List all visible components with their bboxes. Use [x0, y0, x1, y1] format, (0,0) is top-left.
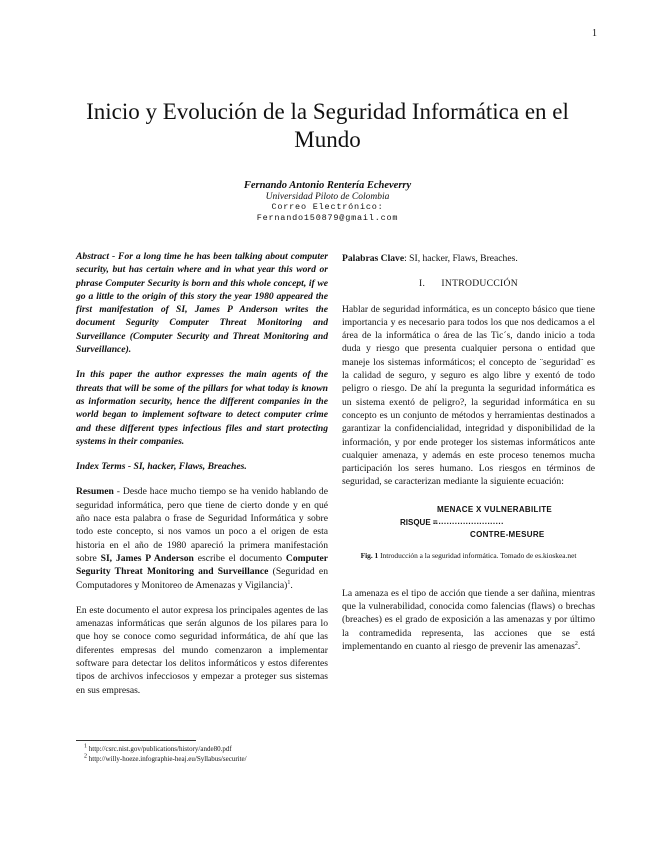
- abstract-text-1: - For a long time he has been talking about computer security, but has certain where and in what year this word or phrase Computer Security is born and this whole concept, if we go a little to the origin of this story the year 1980 appeared the first manifestation of SI, James P Anderson writes the document Segurity Computer Threat Monitoring and Surveillance (Computer Security and Threat Monitoring and Surveillance).: [76, 251, 328, 356]
- footnote-ref-2: 2: [574, 640, 578, 647]
- intro-p2-end: .: [577, 640, 581, 652]
- footnote-ref-1: 1: [287, 579, 291, 586]
- equation-lhs: RISQUE =: [400, 517, 438, 527]
- abstract-paragraph-1: [76, 250, 328, 356]
- left-column: [76, 250, 328, 697]
- section-heading: [342, 277, 595, 290]
- right-column: [342, 252, 595, 653]
- author-email: Fernando150879@gmail.com: [256, 213, 399, 223]
- paper-title: Inicio y Evolución de la Seguridad Informática en el Mundo: [86, 99, 569, 152]
- footnote-2-num: 2: [84, 753, 87, 760]
- page-number: 1: [592, 28, 597, 39]
- left-paragraph-2: En este documento el autor expresa los principales agentes de las amenazas informáticas que serán algunos de los pilares para lo que hoy se conoce como seguridad informática, de ahí que las diferentes empresas del mundo comenzaron a implementar software para detectar los delitos informáticos y estos diferentes tipos de archivos infecciosos y empezar a proteger sus sistemas en sus empresas.: [76, 604, 328, 696]
- resumen-text-2: escribe el documento: [193, 552, 286, 564]
- abstract-paragraph-2: In this paper the author expresses the main agents of the threats that will be some of the pillars for what today is known as information security, hence the different companies in the world began to implement software to detect computer crime and these different types infectious files and start protecting systems in their companies.: [76, 369, 328, 447]
- risk-equation: [342, 503, 595, 543]
- intro-p2-text: La amenaza es el tipo de acción que tiende a ser dañina, mientras que la vulnerabilidad, conocida como falencias (flaws) o brechas (breaches) es el grado de exposición a las amenazas y por último la contramedida representa, las acciones que se está implementando en cuanto al riesgo de prevenir las amenazas: [342, 587, 595, 652]
- resumen-bold-1: SI, James P Anderson: [100, 552, 194, 564]
- resumen-paragraph: [76, 485, 328, 591]
- footnote-2-text: http://willy-hoeze.infographie-heaj.eu/Syllabus/securite/: [88, 754, 247, 763]
- figure-caption: [352, 551, 585, 561]
- resumen-text-3: (Seguridad en Computadores y Monitoreo de Amenazas y Vigilancia): [76, 566, 328, 591]
- footnotes: [84, 745, 247, 764]
- affiliation: Universidad Piloto de Colombia: [265, 192, 390, 202]
- author-name: Fernando Antonio Rentería Echeverry: [243, 180, 412, 191]
- byline: [0, 180, 655, 224]
- equation-denominator: CONTRE-MESURE: [470, 529, 545, 539]
- section-number: I.: [418, 278, 426, 290]
- keywords: [342, 252, 595, 265]
- equation-fraction-bar: ..........................: [433, 516, 504, 526]
- figure-label: Fig. 1: [360, 550, 379, 560]
- intro-paragraph-1: Hablar de seguridad informática, es un concepto básico que tiene importancia y es necesario para todos los que nos dedicamos a el área de la informática o área de las Tic´s, dando inicio a toda duda y riesgo que presenta cualquier persona o entidad que maneje los sistemas informáticos; el concepto de ¨seguridad¨ es la calidad de seguro, y seguro es algo libre y exentó de todo peligro o riesgo. De ahí la pregunta la seguridad informática es un sistema exentó de peligro?, la seguridad informática en su concepto es un conjunto de métodos y herramientas destinados a garantizar la confidencialidad, integridad y disponibilidad de la información, y por ende proteger los sistemas informáticos ante cualquier amenaza, y además en este proceso tenemos mucha participación los seres humano. Los riesgos en términos de seguridad, se caracterizan mediante la siguiente ecuación:: [342, 303, 595, 488]
- resumen-text-4: .: [290, 579, 293, 591]
- keywords-label: Palabras Clave: [342, 253, 405, 264]
- equation-numerator: MENACE X VULNERABILITE: [437, 504, 553, 514]
- section-title: INTRODUCCIÓN: [441, 278, 519, 290]
- resumen-bold-2: Computer Segurity Threat Monitoring and Surveillance: [76, 552, 329, 578]
- footnote-1: [84, 745, 247, 755]
- footnote-rule: [76, 740, 196, 741]
- abstract-label: Abstract: [76, 251, 110, 262]
- footnote-2: [84, 755, 247, 765]
- footnote-1-text: http://csrc.nist.gov/publications/history/ande80.pdf: [88, 745, 232, 753]
- intro-paragraph-2: [342, 587, 595, 653]
- index-terms: Index Terms - SI, hacker, Flaws, Breaches.: [76, 461, 247, 473]
- footnote-1-num: 1: [84, 743, 87, 750]
- resumen-label: Resumen: [76, 486, 114, 498]
- figure-caption-text: Introducción a la seguridad informática. Tomado de es.kioskea.net: [378, 550, 577, 560]
- email-label: Correo Electrónico:: [271, 202, 384, 212]
- keywords-text: : SI, hacker, Flaws, Breaches.: [404, 253, 518, 264]
- resumen-text-1: - Desde hace mucho tiempo se ha venido hablando de seguridad informática, pero que tiene de cierto donde y en qué año nace esta palabra o frase de Seguridad Informática y sobre todo este concepto, si nos vamos un poco a el origen de esta historia en el año de 1980 apareció la primera manifestación sobre: [76, 486, 328, 564]
